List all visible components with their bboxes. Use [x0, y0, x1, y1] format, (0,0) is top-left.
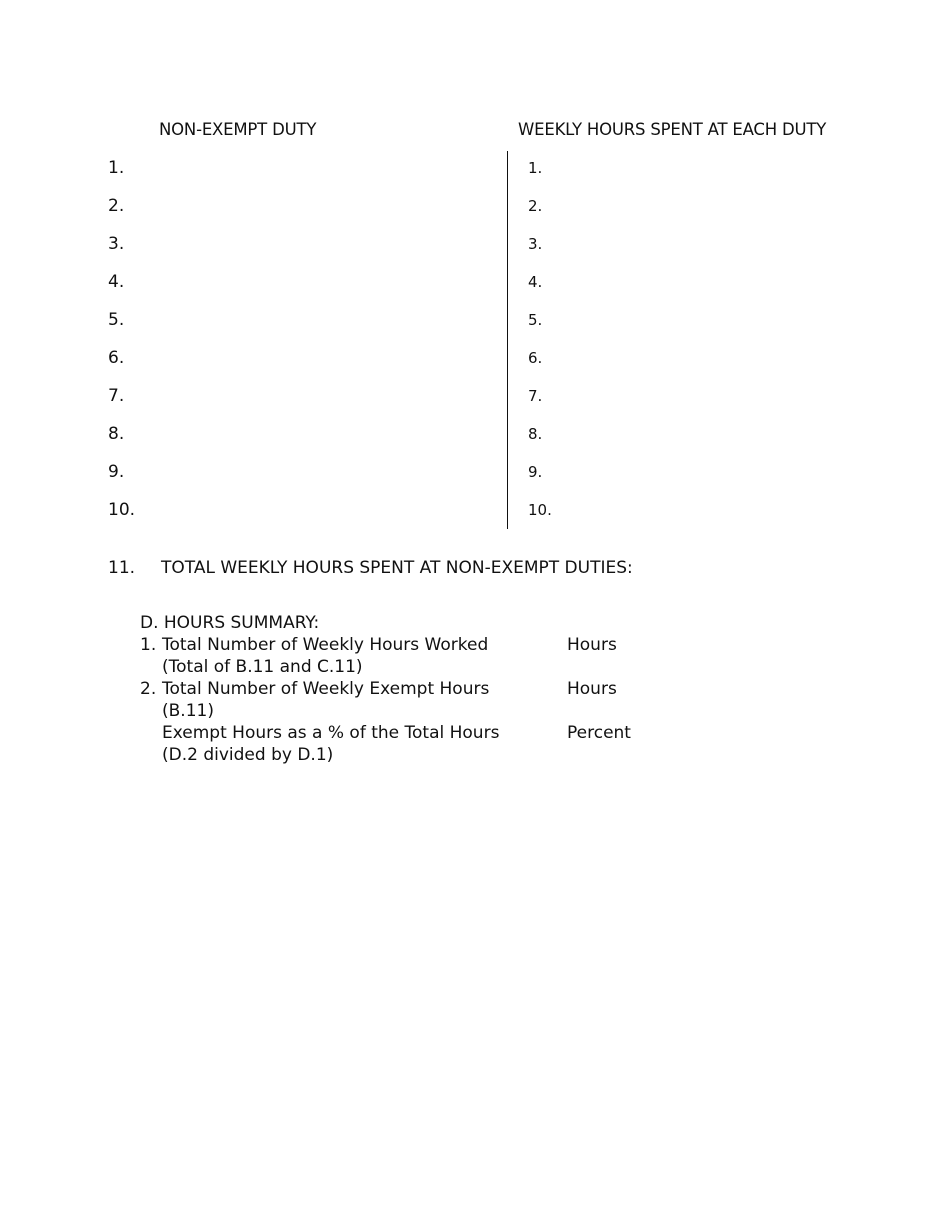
summary-item-1-index: 1. [140, 635, 157, 655]
duty-line-9: 9. [108, 462, 125, 482]
summary-item-1-label: Total Number of Weekly Hours Worked [162, 635, 489, 655]
hours-line-2: 2. [528, 197, 543, 215]
hours-line-8: 8. [528, 425, 543, 443]
non-exempt-duty-header: NON-EXEMPT DUTY [159, 120, 317, 139]
weekly-hours-header: WEEKLY HOURS SPENT AT EACH DUTY [518, 120, 827, 139]
summary-item-3-sub: (D.2 divided by D.1) [162, 745, 334, 765]
duty-line-10: 10. [108, 500, 136, 520]
duty-line-3: 3. [108, 234, 125, 254]
summary-item-2-unit: Hours [567, 679, 617, 699]
hours-line-7: 7. [528, 387, 543, 405]
summary-item-2-label: Total Number of Weekly Exempt Hours [162, 679, 490, 699]
hours-line-3: 3. [528, 235, 543, 253]
summary-item-3-label: Exempt Hours as a % of the Total Hours [162, 723, 500, 743]
duty-line-4: 4. [108, 272, 125, 292]
duty-line-1: 1. [108, 158, 125, 178]
duty-line-5: 5. [108, 310, 125, 330]
hours-line-6: 6. [528, 349, 543, 367]
summary-item-2-sub: (B.11) [162, 701, 214, 721]
hours-line-10: 10. [528, 501, 552, 519]
total-number: 11. [108, 558, 136, 578]
summary-item-3-unit: Percent [567, 723, 631, 743]
total-label: TOTAL WEEKLY HOURS SPENT AT NON-EXEMPT DUTIES: [161, 558, 633, 578]
hours-number-list [528, 157, 552, 537]
duty-line-8: 8. [108, 424, 125, 444]
hours-line-9: 9. [528, 463, 543, 481]
duty-line-7: 7. [108, 386, 125, 406]
hours-line-5: 5. [528, 311, 543, 329]
column-divider [507, 151, 508, 529]
hours-line-4: 4. [528, 273, 543, 291]
summary-item-1-sub: (Total of B.11 and C.11) [162, 657, 363, 677]
total-weekly-hours-line [108, 558, 633, 578]
summary-title: D. HOURS SUMMARY: [140, 613, 320, 633]
hours-line-1: 1. [528, 159, 543, 177]
duty-line-2: 2. [108, 196, 125, 216]
summary-item-2-index: 2. [140, 679, 157, 699]
summary-item-1-unit: Hours [567, 635, 617, 655]
duty-number-list [108, 157, 135, 537]
duty-line-6: 6. [108, 348, 125, 368]
